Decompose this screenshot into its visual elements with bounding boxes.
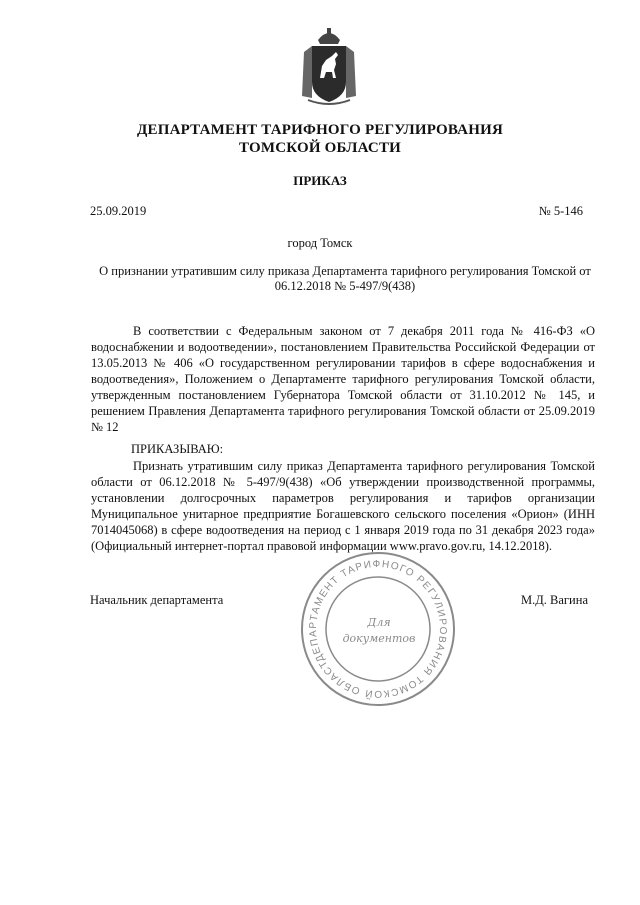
stamp-line1: Для <box>367 616 391 629</box>
signatory-name: М.Д. Вагина <box>521 593 588 607</box>
preamble-paragraph: В соответствии с Федеральным законом от 7 декабря 2011 года № 416-ФЗ «О водоснабжении и водоотведении», постановлением Правительства Российской Федерации от 13.05.2013 № 406 «О государственном регулировании тарифов в сфере водоснабжения и водоотведения», Положением о Департаменте тарифного регулирования Томской области, утвержденным постановлением Губернатора Томской области от 31.10.2012 № 145, и решением Правления Департамента тарифного регулирования Томской области от 25.09.2019 № 12 <box>91 324 595 434</box>
department-title-line1: ДЕПАРТАМЕНТ ТАРИФНОГО РЕГУЛИРОВАНИЯ <box>137 122 503 138</box>
order-number: № 5-146 <box>538 204 583 218</box>
directive-paragraph: Признать утратившим силу приказ Департамента тарифного регулирования Томской области от 06.12.2018 № 5-497/9(438) «Об утверждении производственной программы, установлении долгосрочных параметров регулирования и тарифов организации Муниципальное унитарное предприятие Богашевского сельского поселения «Орион» (ИНН 7014045068) в сфере водоотведения на период с 1 января 2019 года по 31 декабря 2023 года» (Официальный интернет-портал правовой информации www.pravo.gov.ru, 14.12.2018). <box>91 459 595 553</box>
stamp-line2: документов <box>342 632 416 645</box>
document-type-title: ПРИКАЗ <box>293 173 347 188</box>
order-date: 25.09.2019 <box>90 204 147 218</box>
city-name: город Томск <box>287 236 353 250</box>
order-subject: О признании утратившим силу приказа Департамента тарифного регулирования Томской от 06.12.2018 № 5-497/9(438) <box>99 264 591 293</box>
svg-text:ДЕПАРТАМЕНТ ТАРИФНОГО РЕГУЛИРО <box>299 550 457 708</box>
department-title-line2: ТОМСКОЙ ОБЛАСТИ <box>238 140 402 156</box>
round-stamp <box>299 550 457 708</box>
stamp-ring-text: ДЕПАРТАМЕНТ ТАРИФНОГО РЕГУЛИРОВАНИЯ ТОМСКОЙ ОБЛАСТИ <box>307 558 449 700</box>
order-keyword: ПРИКАЗЫВАЮ: <box>131 442 224 456</box>
signatory-position: Начальник департамента <box>90 593 224 607</box>
tomsk-coat-of-arms-icon <box>298 26 360 108</box>
